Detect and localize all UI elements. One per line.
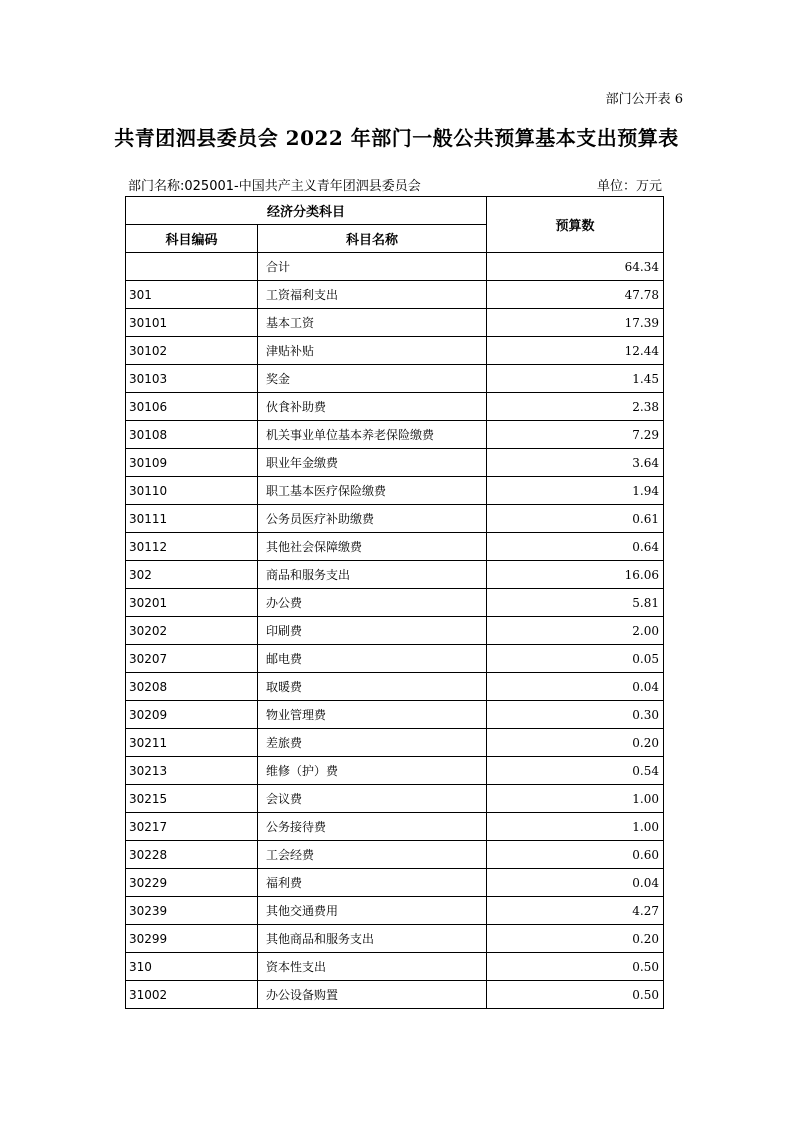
row-amount: 0.50 [487,953,664,981]
row-name: 取暖费 [258,673,487,701]
table-row [126,729,664,757]
row-name: 其他社会保障缴费 [258,533,487,561]
row-name: 奖金 [258,365,487,393]
table-row [126,421,664,449]
row-code: 30217 [126,813,258,841]
row-code: 30109 [126,449,258,477]
row-amount: 2.38 [487,393,664,421]
row-name: 邮电费 [258,645,487,673]
row-name: 资本性支出 [258,953,487,981]
table-row [126,449,664,477]
row-amount: 7.29 [487,421,664,449]
table-row [126,785,664,813]
table-row [126,841,664,869]
row-name: 基本工资 [258,309,487,337]
table-row [126,757,664,785]
table-number: 部门公开表 6 [605,92,683,107]
row-amount: 5.81 [487,589,664,617]
table-row [126,281,664,309]
table-row [126,589,664,617]
table-row [126,365,664,393]
row-amount: 1.00 [487,785,664,813]
row-amount: 0.20 [487,925,664,953]
table-row [126,337,664,365]
row-code: 30202 [126,617,258,645]
row-amount: 3.64 [487,449,664,477]
row-code: 30228 [126,841,258,869]
table-row [126,869,664,897]
row-code: 30102 [126,337,258,365]
row-amount: 1.00 [487,813,664,841]
table-row [126,477,664,505]
row-name: 工会经费 [258,841,487,869]
row-name: 合计 [258,253,487,281]
row-amount: 0.61 [487,505,664,533]
row-name: 公务员医疗补助缴费 [258,505,487,533]
table-row [126,645,664,673]
row-amount: 16.06 [487,561,664,589]
row-code: 30229 [126,869,258,897]
row-code: 30209 [126,701,258,729]
row-name: 其他商品和服务支出 [258,925,487,953]
row-amount: 0.04 [487,869,664,897]
table-row [126,393,664,421]
row-code: 301 [126,281,258,309]
row-code: 30299 [126,925,258,953]
row-amount: 0.64 [487,533,664,561]
row-code: 30215 [126,785,258,813]
table-row [126,561,664,589]
table-row [126,617,664,645]
table-row [126,253,664,281]
row-code: 30213 [126,757,258,785]
row-code: 302 [126,561,258,589]
row-amount: 17.39 [487,309,664,337]
row-name: 津贴补贴 [258,337,487,365]
table-row [126,309,664,337]
row-name: 差旅费 [258,729,487,757]
row-code: 30103 [126,365,258,393]
row-amount: 0.05 [487,645,664,673]
row-code: 30211 [126,729,258,757]
row-name: 办公设备购置 [258,981,487,1009]
row-code: 310 [126,953,258,981]
unit-label: 单位：万元 [596,179,662,194]
row-amount: 2.00 [487,617,664,645]
row-code: 30112 [126,533,258,561]
row-amount: 0.54 [487,757,664,785]
table-meta [128,175,662,193]
row-name: 印刷费 [258,617,487,645]
row-name: 伙食补助费 [258,393,487,421]
row-code: 30110 [126,477,258,505]
row-code [126,253,258,281]
header-name: 科目名称 [258,225,487,253]
table-row [126,981,664,1009]
row-amount: 64.34 [487,253,664,281]
row-code: 30106 [126,393,258,421]
row-amount: 0.50 [487,981,664,1009]
row-name: 其他交通费用 [258,897,487,925]
row-amount: 4.27 [487,897,664,925]
header-economic-category: 经济分类科目 [126,197,487,225]
table-body [126,253,664,1009]
row-code: 30111 [126,505,258,533]
row-name: 物业管理费 [258,701,487,729]
row-name: 公务接待费 [258,813,487,841]
row-name: 商品和服务支出 [258,561,487,589]
row-amount: 0.04 [487,673,664,701]
row-code: 30108 [126,421,258,449]
row-name: 职工基本医疗保险缴费 [258,477,487,505]
department-name: 部门名称:025001-中国共产主义青年团泗县委员会 [128,179,421,194]
row-code: 30201 [126,589,258,617]
row-amount: 0.20 [487,729,664,757]
row-code: 30207 [126,645,258,673]
table-row [126,953,664,981]
table-row [126,925,664,953]
row-code: 30101 [126,309,258,337]
row-name: 福利费 [258,869,487,897]
row-name: 维修（护）费 [258,757,487,785]
row-amount: 0.60 [487,841,664,869]
row-code: 31002 [126,981,258,1009]
row-name: 职业年金缴费 [258,449,487,477]
row-amount: 47.78 [487,281,664,309]
row-amount: 1.94 [487,477,664,505]
row-code: 30239 [126,897,258,925]
table-row [126,505,664,533]
row-amount: 1.45 [487,365,664,393]
row-name: 会议费 [258,785,487,813]
row-code: 30208 [126,673,258,701]
row-amount: 12.44 [487,337,664,365]
table-row [126,897,664,925]
row-name: 办公费 [258,589,487,617]
row-name: 工资福利支出 [258,281,487,309]
header-code: 科目编码 [126,225,258,253]
page-title: 共青团泗县委员会 2022 年部门一般公共预算基本支出预算表 [114,126,679,150]
row-amount: 0.30 [487,701,664,729]
table-row [126,673,664,701]
table-row [126,701,664,729]
table-row [126,813,664,841]
table-row [126,533,664,561]
header-budget: 预算数 [487,197,664,253]
row-name: 机关事业单位基本养老保险缴费 [258,421,487,449]
budget-table [125,196,664,1009]
